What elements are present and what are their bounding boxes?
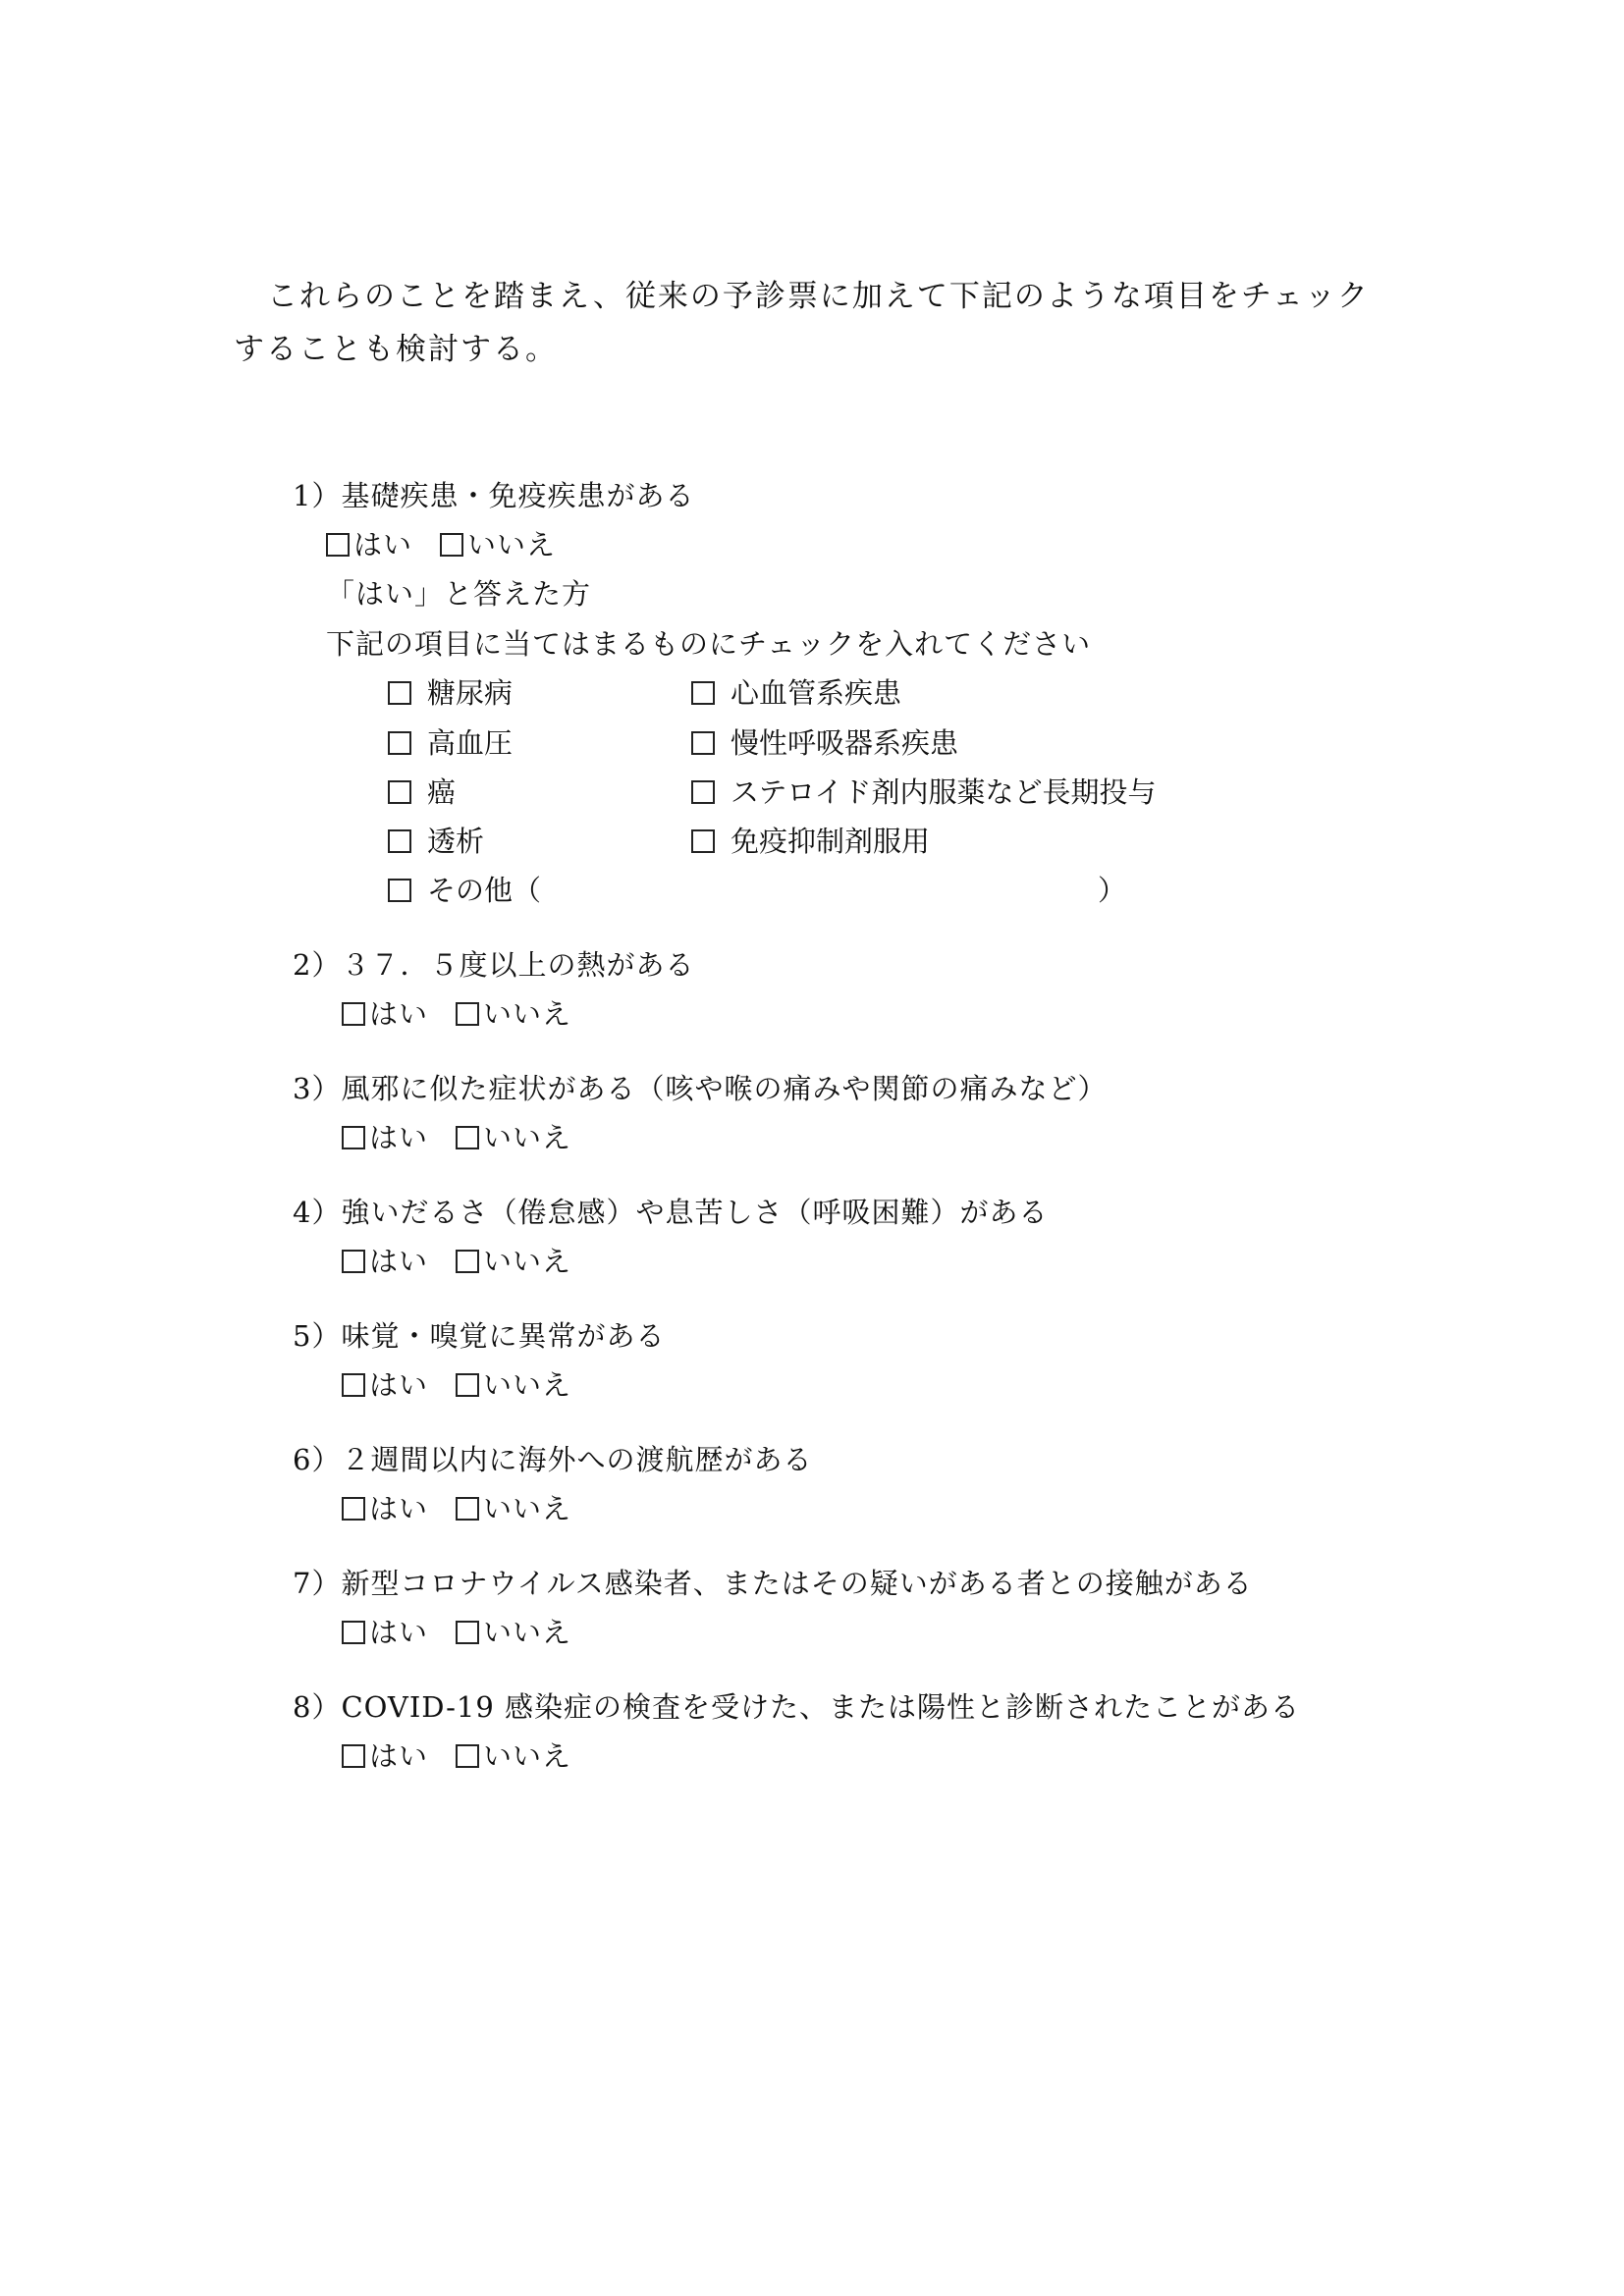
- question-3-no[interactable]: [456, 1118, 571, 1157]
- question-4-yes[interactable]: [342, 1242, 428, 1281]
- checkbox-icon[interactable]: [456, 1126, 479, 1149]
- no-label: いいえ: [483, 1739, 572, 1773]
- checkbox-icon[interactable]: [388, 829, 411, 853]
- question-1-followup-1: 「はい」と答えた方: [326, 577, 592, 611]
- question-6-options: [342, 1489, 571, 1528]
- condition-left-1[interactable]: [388, 673, 513, 713]
- no-label: いいえ: [483, 1616, 572, 1649]
- no-label: いいえ: [483, 1121, 572, 1154]
- no-label: いいえ: [467, 528, 557, 561]
- checkbox-icon[interactable]: [456, 1497, 479, 1521]
- condition-right-1[interactable]: [691, 673, 901, 713]
- yes-label: はい: [353, 528, 413, 561]
- condition-label: ステロイド剤内服薬など長期投与: [731, 775, 1157, 809]
- checkbox-icon[interactable]: [456, 1002, 479, 1026]
- question-1-yes[interactable]: [326, 525, 412, 564]
- condition-other[interactable]: [388, 871, 541, 910]
- question-1-followup-2: 下記の項目に当てはまるものにチェックを入れてください: [326, 627, 1092, 661]
- condition-label: 癌: [427, 775, 457, 809]
- no-label: いいえ: [483, 1368, 572, 1402]
- question-7-yes[interactable]: [342, 1613, 428, 1652]
- checkbox-icon[interactable]: [342, 1126, 365, 1149]
- checkbox-icon[interactable]: [342, 1250, 365, 1273]
- condition-label: 免疫抑制剤服用: [731, 825, 931, 858]
- checkbox-icon[interactable]: [388, 731, 411, 755]
- other-text-field[interactable]: [550, 872, 1080, 907]
- checkbox-icon[interactable]: [388, 780, 411, 804]
- question-5-title: 5）味覚・嗅覚に異常がある: [293, 1319, 666, 1353]
- question-8-options: [342, 1736, 571, 1776]
- question-2-no[interactable]: [456, 994, 571, 1034]
- question-1-no[interactable]: [440, 525, 556, 564]
- intro-line-1: これらのことを踏まえ、従来の予診票に加えて下記のような項目をチェック: [267, 279, 1370, 314]
- checkbox-icon[interactable]: [342, 1002, 365, 1026]
- condition-label: 慢性呼吸器系疾患: [731, 726, 959, 760]
- intro-line-2: することも検討する。: [234, 332, 558, 367]
- question-7-title: 7）新型コロナウイルス感染者、またはその疑いがある者との接触がある: [293, 1567, 1253, 1600]
- question-4-options: [342, 1242, 571, 1281]
- question-1-title: 1）基礎疾患・免疫疾患がある: [293, 479, 695, 512]
- checkbox-icon[interactable]: [388, 879, 411, 902]
- other-close-paren: ）: [1098, 874, 1127, 907]
- question-4-title: 4）強いだるさ（倦怠感）や息苦しさ（呼吸困難）がある: [293, 1196, 1049, 1229]
- checkbox-icon[interactable]: [440, 533, 463, 557]
- question-8-yes[interactable]: [342, 1736, 428, 1776]
- question-3-yes[interactable]: [342, 1118, 428, 1157]
- checkbox-icon[interactable]: [456, 1621, 479, 1644]
- checkbox-icon[interactable]: [388, 681, 411, 705]
- no-label: いいえ: [483, 997, 572, 1031]
- no-label: いいえ: [483, 1245, 572, 1278]
- checkbox-icon[interactable]: [326, 533, 350, 557]
- question-1-options: [326, 525, 556, 564]
- yes-label: はい: [369, 1121, 429, 1154]
- checkbox-icon[interactable]: [691, 780, 715, 804]
- yes-label: はい: [369, 1739, 429, 1773]
- checkbox-icon[interactable]: [691, 829, 715, 853]
- question-8-title: 8）COVID-19 感染症の検査を受けた、または陽性と診断されたことがある: [293, 1690, 1301, 1724]
- yes-label: はい: [369, 1368, 429, 1402]
- yes-label: はい: [369, 1492, 429, 1525]
- checkbox-icon[interactable]: [342, 1621, 365, 1644]
- question-8-no[interactable]: [456, 1736, 571, 1776]
- yes-label: はい: [369, 997, 429, 1031]
- checkbox-icon[interactable]: [456, 1250, 479, 1273]
- condition-label: 透析: [427, 825, 485, 858]
- checkbox-icon[interactable]: [342, 1497, 365, 1521]
- checkbox-icon[interactable]: [456, 1373, 479, 1397]
- condition-label: 心血管系疾患: [731, 676, 902, 710]
- question-3-title: 3）風邪に似た症状がある（咳や喉の痛みや関節の痛みなど）: [293, 1072, 1108, 1105]
- yes-label: はい: [369, 1245, 429, 1278]
- question-5-options: [342, 1365, 571, 1405]
- condition-label: 高血圧: [427, 726, 514, 760]
- question-2-options: [342, 994, 571, 1034]
- condition-right-3[interactable]: [691, 773, 1157, 812]
- condition-right-2[interactable]: [691, 723, 958, 763]
- checkbox-icon[interactable]: [691, 731, 715, 755]
- question-5-yes[interactable]: [342, 1365, 428, 1405]
- question-2-title: 2）３７．５度以上の熱がある: [293, 948, 695, 982]
- question-6-no[interactable]: [456, 1489, 571, 1528]
- condition-right-4[interactable]: [691, 822, 930, 861]
- question-6-yes[interactable]: [342, 1489, 428, 1528]
- question-5-no[interactable]: [456, 1365, 571, 1405]
- checkbox-icon[interactable]: [456, 1744, 479, 1768]
- question-6-title: 6）２週間以内に海外への渡航歴がある: [293, 1443, 813, 1476]
- question-7-no[interactable]: [456, 1613, 571, 1652]
- condition-left-3[interactable]: [388, 773, 456, 812]
- condition-left-4[interactable]: [388, 822, 484, 861]
- yes-label: はい: [369, 1616, 429, 1649]
- no-label: いいえ: [483, 1492, 572, 1525]
- question-3-options: [342, 1118, 571, 1157]
- checkbox-icon[interactable]: [342, 1373, 365, 1397]
- condition-label: 糖尿病: [427, 676, 514, 710]
- checkbox-icon[interactable]: [342, 1744, 365, 1768]
- other-label: その他（: [427, 874, 542, 907]
- question-2-yes[interactable]: [342, 994, 428, 1034]
- checkbox-icon[interactable]: [691, 681, 715, 705]
- question-7-options: [342, 1613, 571, 1652]
- condition-left-2[interactable]: [388, 723, 513, 763]
- question-4-no[interactable]: [456, 1242, 571, 1281]
